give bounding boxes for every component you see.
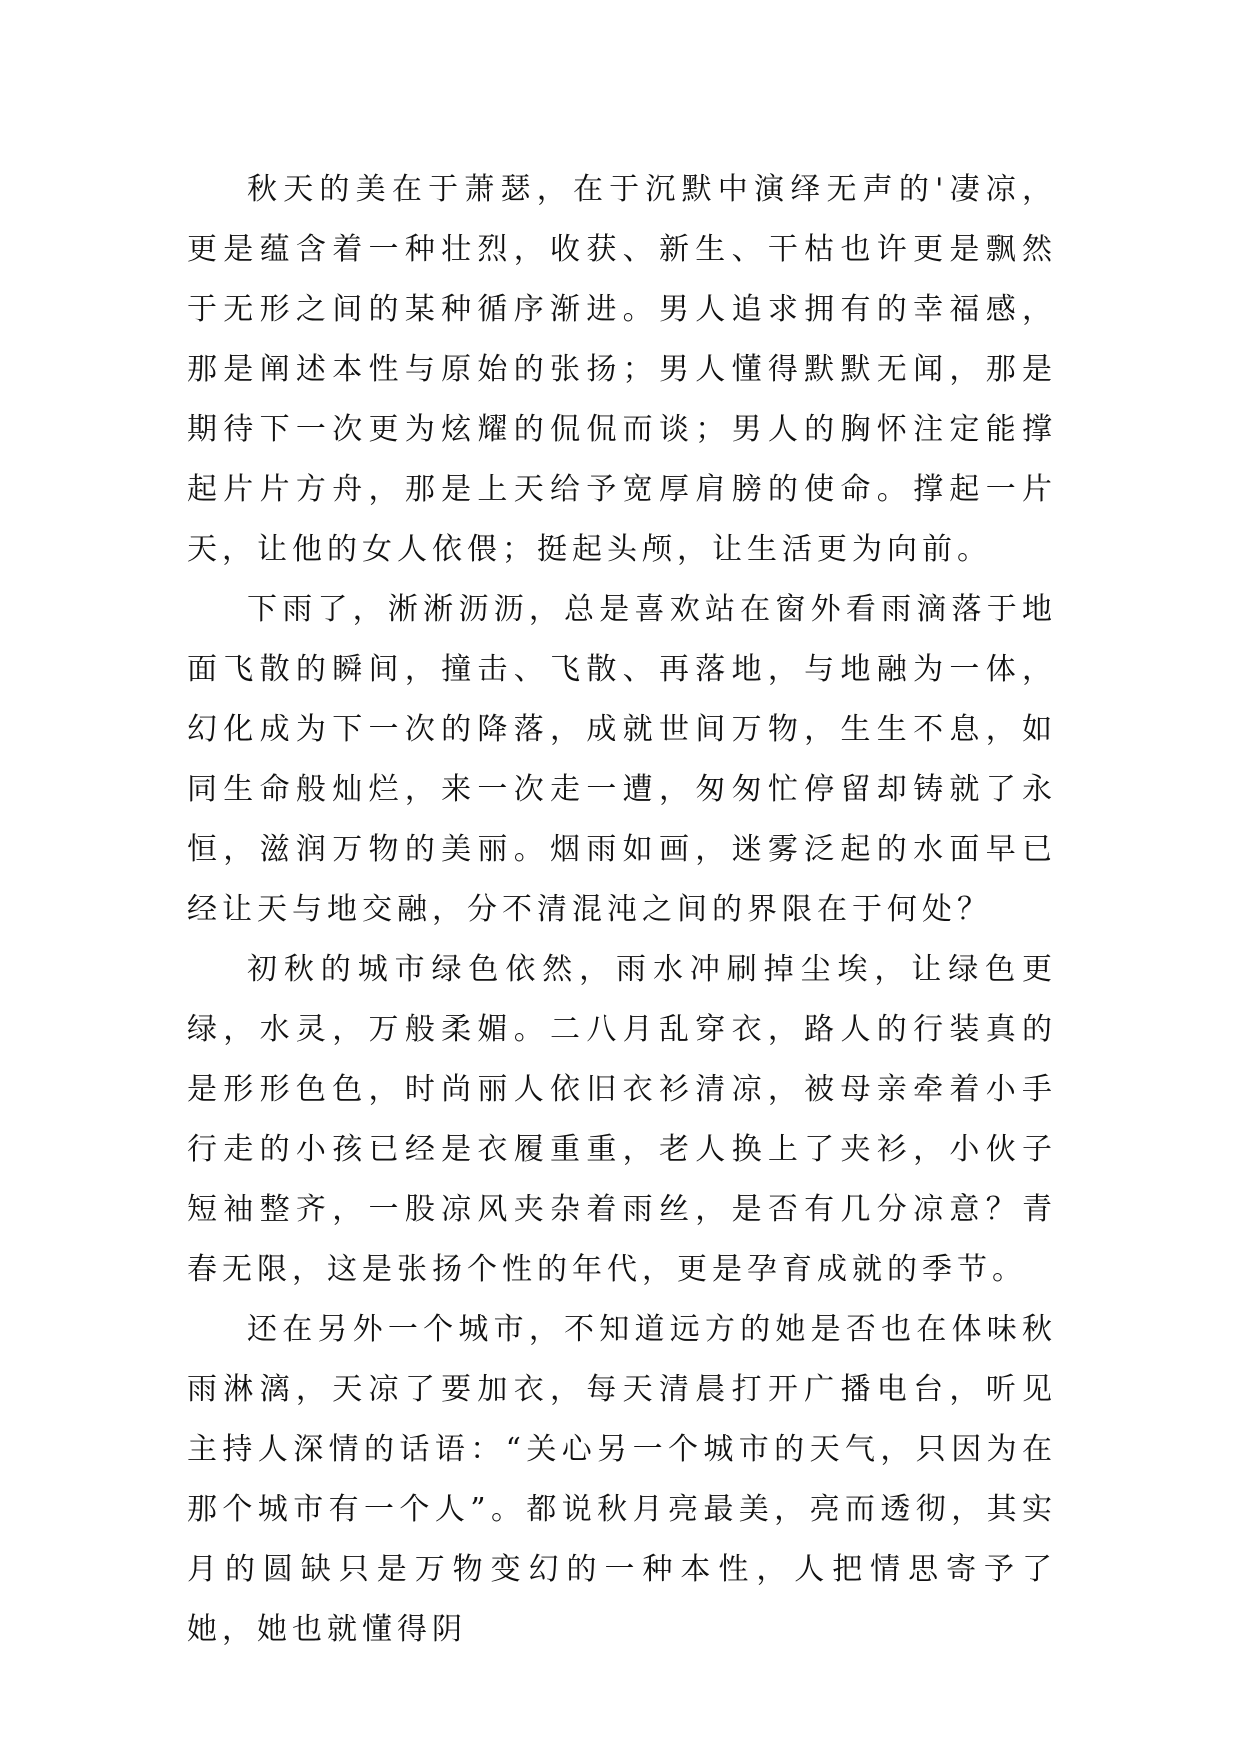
paragraph-3: 初秋的城市绿色依然，雨水冲刷掉尘埃，让绿色更绿，水灵，万般柔媚。二八月乱穿衣，路人的行装真的是形形色色，时尚丽人依旧衣衫清凉，被母亲牵着小手行走的小孩已经是衣履重重，老人换上了夹衫，小伙子短袖整齐，一股凉风夹杂着雨丝，是否有几分凉意？青春无限，这是张扬个性的年代，更是孕育成就的季节。 (187, 952, 1057, 1287)
paragraph-4: 还在另外一个城市，不知道远方的她是否也在体味秋雨淋漓，天凉了要加衣，每天清晨打开广播电台，听见主持人深情的话语：“关心另一个城市的天气，只因为在那个城市有一个人”。都说秋月亮最美，亮而透彻，其实月的圆缺只是万物变幻的一种本性，人把情思寄予了她，她也就懂得阴 (187, 1312, 1057, 1647)
body-text (187, 160, 1057, 1660)
paragraph-2: 下雨了，淅淅沥沥，总是喜欢站在窗外看雨滴落于地面飞散的瞬间，撞击、飞散、再落地，与地融为一体，幻化成为下一次的降落，成就世间万物，生生不息，如同生命般灿烂，来一次走一遭，匆匆忙停留却铸就了永恒，滋润万物的美丽。烟雨如画，迷雾泛起的水面早已经让天与地交融，分不清混沌之间的界限在于何处？ (187, 592, 1057, 927)
paragraph-1: 秋天的美在于萧瑟，在于沉默中演绎无声的'凄凉，更是蕴含着一种壮烈，收获、新生、干枯也许更是飘然于无形之间的某种循序渐进。男人追求拥有的幸福感，那是阐述本性与原始的张扬；男人懂得默默无闻，那是期待下一次更为炫耀的侃侃而谈；男人的胸怀注定能撑起片片方舟，那是上天给予宽厚肩膀的使命。撑起一片天，让他的女人依偎；挺起头颅，让生活更为向前。 (187, 172, 1057, 567)
